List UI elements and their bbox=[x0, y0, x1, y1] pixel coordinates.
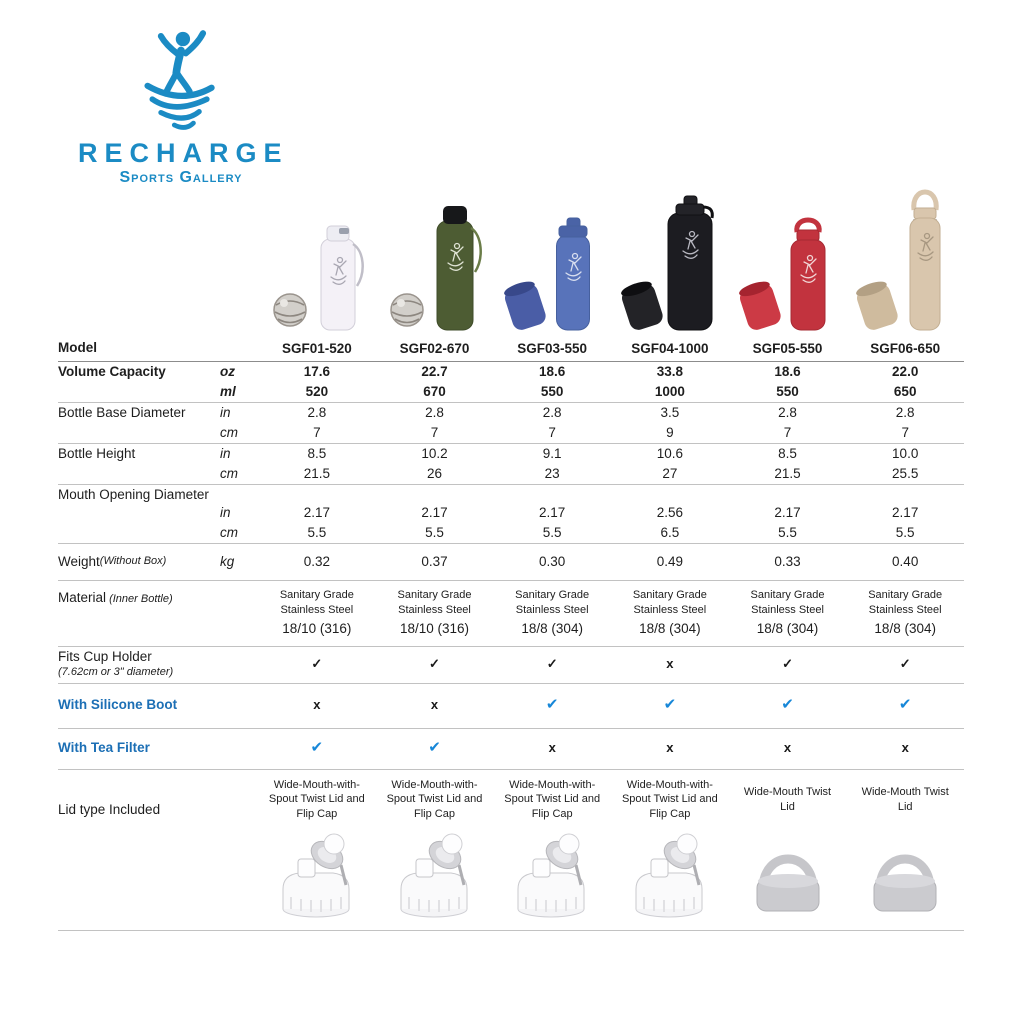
spec-row-volume-capacity-oz bbox=[220, 362, 964, 382]
unit-label-kg: kg bbox=[220, 553, 235, 569]
tea-filter-ball-icon bbox=[274, 294, 306, 326]
handle-lid-image bbox=[742, 833, 834, 921]
bottle-illustration bbox=[495, 184, 609, 334]
unit-label-in: in bbox=[220, 404, 231, 420]
value-weight-kg-col5: 0.33 bbox=[774, 553, 801, 569]
spec-group-weight bbox=[58, 544, 964, 581]
material-cell-col4 bbox=[611, 588, 729, 638]
lid-type-text-col4: Wide-Mouth-with-Spout Twist Lid and Flip Cap bbox=[621, 779, 718, 820]
check-mark-with-silicone-boot-col4 bbox=[611, 696, 729, 715]
value-mouth-opening-diameter-cm-col3: 5.5 bbox=[542, 524, 562, 540]
material-grade: Sanitary Grade Stainless Steel bbox=[515, 589, 590, 616]
bottle-illustration bbox=[612, 184, 726, 334]
tea-filter-ball-icon bbox=[391, 294, 423, 326]
value-bottle-base-diameter-in-col1: 2.8 bbox=[307, 404, 327, 420]
row-label-bottle-height: Bottle Height bbox=[58, 446, 136, 461]
value-bottle-base-diameter-in-col6: 2.8 bbox=[895, 404, 915, 420]
silicone-boot-icon bbox=[854, 278, 900, 332]
check-icon: ✔ bbox=[428, 739, 441, 757]
value-mouth-opening-diameter-cm-col5: 5.5 bbox=[778, 524, 797, 540]
model-name-col4: SGF04-1000 bbox=[631, 341, 709, 357]
spec-group-with-tea-filter bbox=[58, 729, 964, 770]
product-image-sgf03-550 bbox=[493, 184, 611, 334]
x-mark-with-silicone-boot-col2 bbox=[376, 697, 494, 713]
bottle-illustration bbox=[260, 184, 374, 334]
check-mark-fits-cup-holder-col1 bbox=[258, 656, 376, 672]
lid-image-col4 bbox=[611, 833, 729, 926]
check-icon: ✔ bbox=[545, 696, 559, 714]
material-grade: Sanitary Grade Stainless Steel bbox=[279, 589, 354, 616]
lid-type-text-col2: Wide-Mouth-with-Spout Twist Lid and Flip Cap bbox=[386, 779, 483, 820]
value-mouth-opening-diameter-in-col3: 2.17 bbox=[539, 504, 566, 520]
value-volume-capacity-oz-col2: 22.7 bbox=[421, 363, 448, 379]
check-icon: ✔ bbox=[781, 696, 794, 714]
lid-image-col5 bbox=[729, 833, 847, 926]
material-grade: Sanitary Grade Stainless Steel bbox=[868, 589, 943, 616]
model-name-col3: SGF03-550 bbox=[517, 341, 588, 357]
value-bottle-base-diameter-cm-col2: 7 bbox=[430, 424, 439, 440]
spout-flip-lid-image bbox=[271, 833, 363, 921]
check-icon: ✓ bbox=[546, 656, 558, 672]
value-bottle-height-cm-col2: 26 bbox=[426, 465, 443, 481]
value-volume-capacity-ml-col6: 650 bbox=[893, 383, 917, 399]
value-mouth-opening-diameter-cm-col6: 5.5 bbox=[895, 524, 915, 540]
x-icon: x bbox=[313, 697, 321, 713]
row-label-note: (Inner Bottle) bbox=[106, 593, 173, 605]
x-mark-with-tea-filter-col6 bbox=[846, 740, 964, 756]
material-cell-col1 bbox=[258, 588, 376, 638]
model-name-col1: SGF01-520 bbox=[281, 341, 352, 357]
unit-label-cm: cm bbox=[220, 524, 238, 540]
spec-row-volume-capacity-ml bbox=[220, 382, 964, 402]
row-label-note: (7.62cm or 3" diameter) bbox=[58, 666, 174, 679]
check-mark-with-tea-filter-col2 bbox=[376, 739, 494, 758]
row-label-lid-type: Lid type Included bbox=[58, 801, 161, 817]
value-mouth-opening-diameter-cm-col1: 5.5 bbox=[307, 524, 327, 540]
unit-label-ml: ml bbox=[220, 383, 236, 399]
brand-logo-icon bbox=[138, 28, 224, 136]
check-mark-with-silicone-boot-col3 bbox=[493, 696, 611, 715]
spec-row-weight-kg bbox=[220, 544, 964, 580]
brand-subtitle: Sports Gallery bbox=[119, 169, 243, 186]
value-bottle-base-diameter-cm-col3: 7 bbox=[548, 424, 556, 440]
unit-label-cm: cm bbox=[220, 465, 238, 481]
row-label-material: Material (Inner Bottle) bbox=[58, 590, 173, 605]
unit-label-oz: oz bbox=[220, 363, 235, 379]
value-bottle-height-in-col4: 10.6 bbox=[656, 445, 683, 461]
check-icon: ✓ bbox=[429, 656, 440, 672]
spec-row-bottle-base-diameter-cm bbox=[220, 423, 964, 443]
lid-type-text-col1: Wide-Mouth-with-Spout Twist Lid and Flip Cap bbox=[268, 779, 365, 820]
model-name-col6: SGF06-650 bbox=[870, 341, 941, 357]
value-volume-capacity-ml-col2: 670 bbox=[423, 383, 446, 399]
lid-type-text-col5: Wide-Mouth Twist Lid bbox=[743, 786, 832, 813]
value-volume-capacity-ml-col1: 520 bbox=[305, 383, 329, 399]
spout-flip-lid-image bbox=[506, 833, 598, 921]
lid-image-col2 bbox=[376, 833, 494, 926]
row-label-volume-capacity: Volume Capacity bbox=[58, 364, 166, 379]
material-spec: 18/8 (304) bbox=[521, 620, 583, 636]
check-mark-fits-cup-holder-col3 bbox=[493, 656, 611, 672]
check-mark-with-silicone-boot-col5 bbox=[729, 696, 847, 715]
check-icon: ✓ bbox=[782, 656, 793, 672]
lid-image-col3 bbox=[493, 833, 611, 926]
check-mark-with-tea-filter-col1 bbox=[258, 739, 376, 758]
x-icon: x bbox=[783, 740, 792, 756]
lid-image-col6 bbox=[846, 833, 964, 926]
product-image-sgf06-650 bbox=[846, 184, 964, 334]
unit-label-in: in bbox=[220, 504, 231, 520]
value-bottle-height-in-col1: 8.5 bbox=[307, 445, 327, 461]
product-images-row bbox=[258, 184, 963, 334]
check-mark-fits-cup-holder-col5 bbox=[729, 656, 847, 672]
material-spec: 18/10 (316) bbox=[282, 620, 352, 636]
spec-group-volume-capacity bbox=[58, 362, 964, 403]
header-section bbox=[0, 0, 1024, 338]
value-mouth-opening-diameter-in-col5: 2.17 bbox=[774, 504, 801, 520]
product-image-sgf05-550 bbox=[728, 184, 846, 334]
material-grade: Sanitary Grade Stainless Steel bbox=[750, 589, 825, 616]
spec-group-lid-type-included bbox=[58, 770, 964, 931]
material-cell-col6 bbox=[846, 588, 964, 638]
value-bottle-height-in-col3: 9.1 bbox=[542, 445, 562, 461]
spec-group-model bbox=[58, 338, 964, 362]
lid-type-text-col6: Wide-Mouth Twist Lid bbox=[861, 786, 949, 813]
x-icon: x bbox=[666, 656, 674, 672]
value-bottle-height-in-col2: 10.2 bbox=[421, 445, 448, 461]
value-bottle-base-diameter-in-col4: 3.5 bbox=[660, 404, 680, 420]
spec-table bbox=[58, 338, 964, 931]
value-volume-capacity-ml-col4: 1000 bbox=[654, 383, 685, 399]
value-volume-capacity-oz-col5: 18.6 bbox=[774, 363, 801, 379]
value-mouth-opening-diameter-in-col2: 2.17 bbox=[421, 504, 448, 520]
value-mouth-opening-diameter-cm-col2: 5.5 bbox=[425, 524, 444, 540]
x-icon: x bbox=[901, 740, 909, 756]
model-name-col5: SGF05-550 bbox=[752, 341, 823, 357]
check-mark-with-silicone-boot-col6 bbox=[846, 696, 964, 715]
material-spec: 18/10 (316) bbox=[399, 620, 470, 636]
material-grade: Sanitary Grade Stainless Steel bbox=[632, 589, 707, 616]
silicone-boot-icon bbox=[501, 278, 547, 332]
model-name-col2: SGF02-670 bbox=[399, 341, 470, 357]
spec-group-bottle-height bbox=[58, 444, 964, 485]
value-bottle-base-diameter-in-col5: 2.8 bbox=[778, 404, 797, 420]
unit-label-cm: cm bbox=[220, 424, 238, 440]
x-mark-with-tea-filter-col4 bbox=[611, 740, 729, 756]
x-mark-fits-cup-holder-col4 bbox=[611, 656, 729, 672]
spec-group-with-silicone-boot bbox=[58, 684, 964, 729]
x-icon: x bbox=[430, 697, 439, 713]
product-image-sgf04-1000 bbox=[611, 184, 729, 334]
material-grade: Sanitary Grade Stainless Steel bbox=[397, 589, 472, 616]
value-volume-capacity-oz-col3: 18.6 bbox=[539, 363, 566, 379]
bottle-illustration bbox=[847, 184, 961, 334]
check-icon: ✔ bbox=[663, 696, 677, 714]
value-mouth-opening-diameter-in-col6: 2.17 bbox=[892, 504, 919, 520]
value-weight-kg-col4: 0.49 bbox=[656, 553, 683, 569]
spec-group-bottle-base-diameter bbox=[58, 403, 964, 444]
material-cell-col5 bbox=[729, 588, 847, 638]
material-spec: 18/8 (304) bbox=[756, 620, 819, 636]
check-mark-fits-cup-holder-col6 bbox=[846, 656, 964, 672]
value-bottle-base-diameter-cm-col4: 9 bbox=[666, 424, 674, 440]
value-weight-kg-col6: 0.40 bbox=[892, 553, 919, 569]
x-mark-with-silicone-boot-col1 bbox=[258, 697, 376, 713]
value-bottle-height-cm-col1: 21.5 bbox=[303, 465, 330, 481]
value-bottle-height-cm-col3: 23 bbox=[544, 465, 560, 481]
check-icon: ✔ bbox=[898, 696, 912, 714]
row-label-fits-cup-holder: Fits Cup Holder (7.62cm or 3" diameter) bbox=[58, 647, 220, 683]
x-mark-with-tea-filter-col5 bbox=[729, 740, 847, 756]
value-weight-kg-col3: 0.30 bbox=[539, 553, 566, 569]
product-image-sgf02-670 bbox=[376, 184, 494, 334]
row-label-model: Model bbox=[58, 340, 97, 355]
check-icon: ✓ bbox=[899, 656, 911, 672]
x-icon: x bbox=[666, 740, 674, 756]
value-bottle-base-diameter-cm-col6: 7 bbox=[901, 424, 909, 440]
check-icon: ✔ bbox=[310, 739, 324, 757]
spout-flip-lid-image bbox=[624, 833, 716, 921]
spec-row-bottle-base-diameter-in bbox=[220, 403, 964, 423]
spec-group-fits-cup-holder bbox=[58, 647, 964, 684]
value-volume-capacity-oz-col1: 17.6 bbox=[303, 363, 330, 379]
silicone-boot-icon bbox=[619, 278, 665, 332]
value-mouth-opening-diameter-in-col4: 2.56 bbox=[656, 504, 683, 520]
value-bottle-base-diameter-cm-col1: 7 bbox=[313, 424, 321, 440]
lid-type-text-col3: Wide-Mouth-with-Spout Twist Lid and Flip Cap bbox=[504, 779, 601, 820]
bottle-illustration bbox=[377, 184, 491, 334]
brand-block bbox=[78, 28, 289, 187]
value-volume-capacity-ml-col5: 550 bbox=[776, 383, 799, 399]
material-spec: 18/8 (304) bbox=[639, 620, 701, 636]
value-weight-kg-col1: 0.32 bbox=[303, 553, 330, 569]
value-volume-capacity-oz-col4: 33.8 bbox=[656, 363, 683, 379]
row-label-note: (Without Box) bbox=[99, 555, 167, 568]
value-weight-kg-col2: 0.37 bbox=[421, 553, 448, 569]
value-volume-capacity-ml-col3: 550 bbox=[540, 383, 564, 399]
material-cell-col3 bbox=[493, 588, 611, 638]
row-label-with-silicone-boot: With Silicone Boot bbox=[58, 697, 178, 713]
spec-row-bottle-height-in bbox=[220, 444, 964, 464]
value-mouth-opening-diameter-cm-col4: 6.5 bbox=[660, 524, 680, 540]
product-image-sgf01-520 bbox=[258, 184, 376, 334]
value-bottle-height-in-col5: 8.5 bbox=[778, 445, 797, 461]
value-bottle-base-diameter-cm-col5: 7 bbox=[783, 424, 792, 440]
x-icon: x bbox=[548, 740, 556, 756]
row-label-with-tea-filter: With Tea Filter bbox=[58, 740, 150, 756]
lid-image-col1 bbox=[258, 833, 376, 926]
brand-name: RECHARGE bbox=[78, 138, 289, 168]
spout-flip-lid-image bbox=[389, 833, 481, 921]
handle-lid-image bbox=[859, 833, 951, 921]
row-label-weight: Weight (Without Box) bbox=[58, 553, 167, 569]
value-bottle-height-cm-col6: 25.5 bbox=[892, 465, 919, 481]
check-icon: ✓ bbox=[311, 656, 323, 672]
value-bottle-height-in-col6: 10.0 bbox=[892, 445, 919, 461]
bottle-illustration bbox=[730, 184, 844, 334]
material-cell-col2 bbox=[376, 588, 494, 638]
value-bottle-base-diameter-in-col3: 2.8 bbox=[542, 404, 562, 420]
row-label-bottle-base-diameter: Bottle Base Diameter bbox=[58, 405, 186, 420]
silicone-boot-icon bbox=[736, 278, 782, 332]
material-spec: 18/8 (304) bbox=[874, 620, 936, 636]
value-bottle-height-cm-col4: 27 bbox=[662, 465, 678, 481]
value-bottle-height-cm-col5: 21.5 bbox=[774, 465, 801, 481]
spec-group-mouth-opening-diameter bbox=[58, 485, 964, 544]
spec-group-material bbox=[58, 581, 964, 647]
value-volume-capacity-oz-col6: 22.0 bbox=[892, 363, 919, 379]
row-label-mouth-opening-diameter: Mouth Opening Diameter bbox=[58, 487, 209, 502]
value-bottle-base-diameter-in-col2: 2.8 bbox=[425, 404, 444, 420]
x-mark-with-tea-filter-col3 bbox=[493, 740, 611, 756]
spec-row-bottle-height-cm bbox=[220, 464, 964, 484]
spec-row-mouth-opening-diameter-cm bbox=[220, 523, 964, 543]
value-mouth-opening-diameter-in-col1: 2.17 bbox=[303, 504, 330, 520]
spec-row-mouth-opening-diameter-in bbox=[220, 503, 964, 523]
unit-label-in: in bbox=[220, 445, 231, 461]
check-mark-fits-cup-holder-col2 bbox=[376, 656, 494, 672]
